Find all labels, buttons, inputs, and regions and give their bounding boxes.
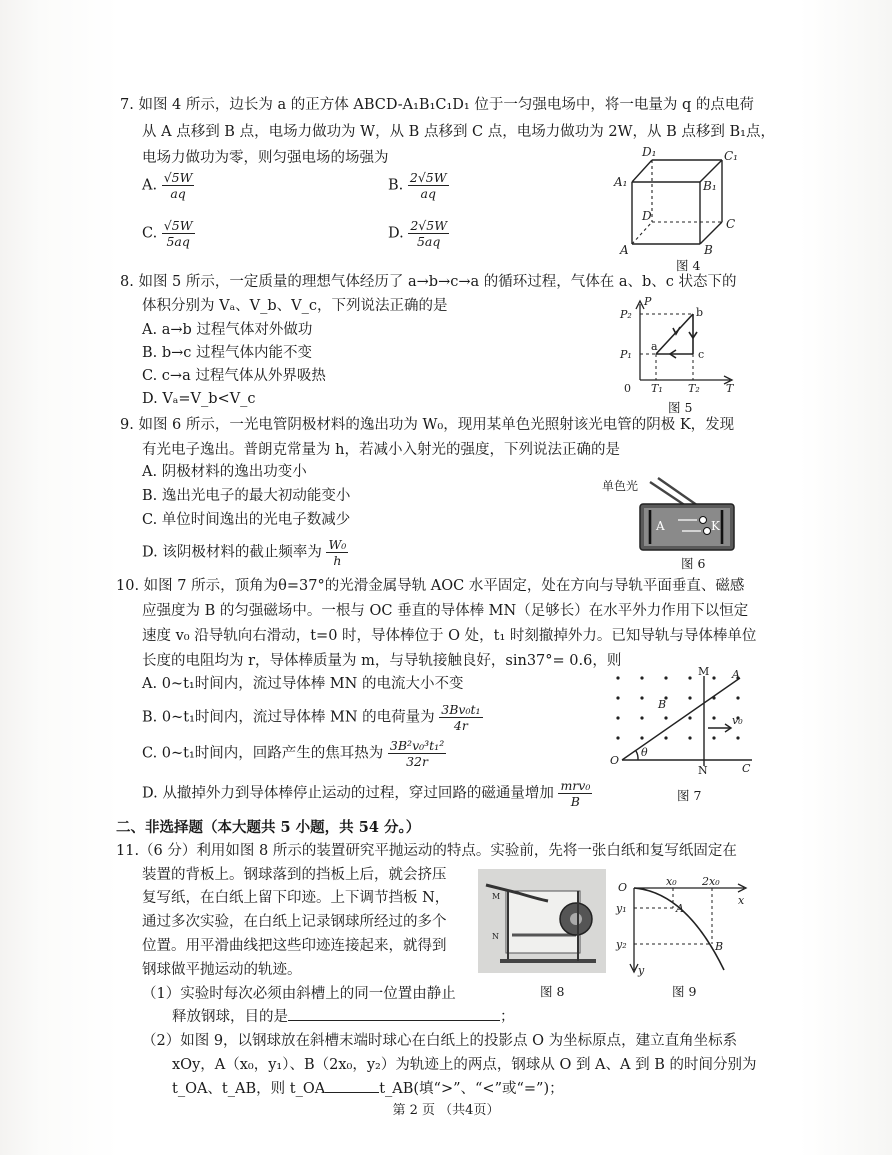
q9-option-d: D. 该阴极材料的截止频率为 $\frac{\text{W₀}}{h}$ [142, 537, 347, 568]
fig5-c: c [698, 348, 705, 361]
q9-option-b: B. 逸出光电子的最大初动能变小 [142, 488, 351, 504]
field-dot [616, 696, 619, 699]
label-d: D [642, 209, 652, 223]
fig9-x0: x₀ [666, 875, 677, 888]
fig9-y1: y₁ [616, 902, 627, 915]
field-dot [736, 696, 739, 699]
fig9-a: A [676, 902, 684, 915]
fig5-t2: T₂ [688, 382, 700, 395]
fig9-2x0: 2x₀ [702, 875, 720, 888]
q10-line2: 应强度为 B 的匀强磁场中。一根与 OC 垂直的导体棒 MN（足够长）在水平外力作用下以恒定 [142, 603, 749, 619]
field-dot [688, 676, 691, 679]
page-footer: 第 2 页 （共4页） [392, 1103, 500, 1118]
figure-8-apparatus [478, 869, 606, 973]
fig5-t: T [726, 382, 734, 395]
q9-line2: 有光电子逸出。普朗克常量为 h，若减小入射光的强度，下列说法正确的是 [142, 442, 620, 458]
field-dot [640, 676, 643, 679]
fig9-y: y [638, 964, 645, 977]
q11-sub2c: t_OA、t_AB，则 t_OA t_AB(填“>”、“<”或“=”)； [172, 1078, 564, 1099]
figure-9-caption: 图 9 [672, 984, 697, 999]
figure-4-cube [612, 146, 762, 272]
q11-sub2b: xOy，A（x₀，y₁）、B（2x₀，y₂）为轨迹上的两点，钢球从 O 到 A、A 到 B 的时间分别为 [172, 1057, 757, 1073]
fig5-t1: T₁ [651, 382, 663, 395]
field-dot [664, 736, 667, 739]
q10-line3: 速度 v₀ 沿导轨向右滑动，t=0 时，导体棒位于 O 处，t₁ 时刻撤掉外力。已知导轨与导体棒单位 [142, 628, 757, 644]
q11-sub2a: （2）如图 9，以钢球放在斜槽末端时球心在白纸上的投影点 O 为坐标原点，建立直角坐标系 [142, 1033, 738, 1049]
q8-option-d: D. Vₐ=V_b<V_c [142, 391, 256, 407]
field-dot [640, 716, 643, 719]
q7-option-b: B. $\frac{2√5W}{aq}$ [388, 170, 447, 201]
fig5-b: b [696, 306, 704, 319]
q11-line3: 复写纸，在白纸上留下印迹。上下调节挡板 N， [142, 890, 450, 906]
q10-option-d: D. 从撤掉外力到导体棒停止运动的过程，穿过回路的磁通量增加 $\frac{\text{mrv₀}}{B}$ [142, 778, 591, 809]
q7-line2: 从 A 点移到 B 点，电场力做功为 W，从 B 点移到 C 点，电场力做功为 2W，从 B 点移到 B₁点， [142, 124, 775, 140]
q7-option-c: C. $\frac{√5W}{5aq}$ [142, 218, 193, 249]
q8-line1: 8. 如图 5 所示，一定质量的理想气体经历了 a→b→c→a 的循环过程，气体在 a、b、c 状态下的 [120, 274, 737, 290]
field-dot [616, 716, 619, 719]
q11-sub1b: 释放钢球，目的是 ； [172, 1006, 515, 1027]
fig5-a: a [651, 340, 658, 353]
label-b1: B₁ [703, 179, 717, 193]
q11-line1: 11.（6 分）利用如图 8 所示的装置研究平抛运动的特点。实验前，先将一张白纸和复写纸固定在 [116, 843, 737, 859]
figure-6-caption: 图 6 [681, 556, 706, 571]
label-c: C [726, 217, 736, 231]
field-dot [712, 716, 715, 719]
fig7-a: A [732, 668, 740, 681]
q8-option-b: B. b→c 过程气体内能不变 [142, 345, 313, 361]
fig7-m: M [698, 666, 710, 678]
q9-option-a: A. 阴极材料的逸出功变小 [142, 464, 307, 480]
figure-7-caption: 图 7 [677, 788, 702, 803]
field-dot [688, 696, 691, 699]
fig9-y2: y₂ [616, 938, 627, 951]
fig9-x: x [738, 894, 745, 907]
q10-option-a: A. 0~t₁时间内，流过导体棒 MN 的电流大小不变 [142, 676, 464, 692]
fig5-origin: 0 [624, 382, 631, 395]
q11-line4: 通过多次实验，在白纸上记录钢球所经过的多个 [142, 914, 447, 930]
field-dot [664, 716, 667, 719]
q7-line3: 电场力做功为零，则匀强电场的场强为 [142, 150, 389, 166]
q11-line2: 装置的背板上。钢球落到的挡板上后，就会挤压 [142, 867, 447, 883]
figure-4-caption: 图 4 [676, 258, 701, 273]
figure-9-trajectory [612, 874, 752, 978]
fig7-c: C [742, 762, 751, 775]
q10-option-b: B. 0~t₁时间内，流过导体棒 MN 的电荷量为 $\frac{\text{3Bv₀t₁}}{4r}$ [142, 702, 481, 733]
figure-7-rails [604, 666, 756, 782]
fig7-b: B [658, 698, 667, 711]
q9-option-c: C. 单位时间逸出的光电子数减少 [142, 512, 351, 528]
answer-blank-1[interactable] [288, 1006, 500, 1021]
figure-6-phototube [598, 470, 740, 554]
field-dot [712, 676, 715, 679]
q8-line2: 体积分别为 Vₐ、V_b、V_c，下列说法正确的是 [142, 298, 448, 314]
fig7-v0: v₀ [732, 714, 743, 727]
fig9-o: O [618, 881, 628, 894]
magnetic-field-dots [616, 676, 739, 739]
fig6-cathode: K [711, 519, 720, 533]
fig7-n: N [698, 764, 708, 777]
fig7-theta: θ [641, 746, 648, 759]
label-a: A [620, 243, 629, 257]
field-dot [664, 676, 667, 679]
q10-line1: 10. 如图 7 所示，顶角为θ=37°的光滑金属导轨 AOC 水平固定，处在方向与导轨平面垂直、磁感 [116, 578, 745, 594]
field-dot [616, 736, 619, 739]
field-dot [688, 736, 691, 739]
fig5-p2: P₂ [620, 308, 632, 321]
figure-5-caption: 图 5 [668, 400, 693, 415]
figure-5-pt-diagram [618, 296, 740, 396]
q7-option-d: D. $\frac{2√5W}{5aq}$ [388, 218, 448, 249]
section-2-title: 二、非选择题（本大题共 5 小题，共 54 分。） [116, 819, 421, 836]
field-dot [712, 736, 715, 739]
q8-option-c: C. c→a 过程气体从外界吸热 [142, 368, 326, 384]
figure-8-caption: 图 8 [540, 984, 565, 999]
q7-line1: 7. 如图 4 所示，边长为 a 的正方体 ABCD-A₁B₁C₁D₁ 位于一匀强电场中，将一电量为 q 的点电荷 [120, 97, 754, 113]
fig6-anode: A [656, 519, 665, 533]
fig5-p: P [644, 296, 652, 308]
fig5-p1: P₁ [620, 348, 632, 361]
field-dot [688, 716, 691, 719]
fig8-n: N [492, 932, 499, 941]
answer-blank-2[interactable] [325, 1078, 379, 1093]
label-a1: A₁ [614, 175, 628, 189]
field-dot [616, 676, 619, 679]
fig6-light-label: 单色光 [602, 479, 639, 493]
fig8-m: M [492, 892, 501, 901]
label-c1: C₁ [724, 149, 738, 163]
q11-line6: 钢球做平抛运动的轨迹。 [142, 962, 302, 978]
label-d1: D₁ [642, 146, 657, 159]
q10-option-c: C. 0~t₁时间内，回路产生的焦耳热为 $\frac{\text{3B²v₀³t₁²}}{32r}$ [142, 738, 445, 769]
fig7-o: O [610, 754, 620, 767]
field-dot [736, 736, 739, 739]
q7-option-a: A. $\frac{√5W}{aq}$ [142, 170, 193, 201]
q9-line1: 9. 如图 6 所示，一光电管阴极材料的逸出功为 W₀，现用某单色光照射该光电管的阴极 K，发现 [120, 417, 735, 433]
q10-line4: 长度的电阻均为 r，导体棒质量为 m，与导轨接触良好，sin37°= 0.6，则 [142, 653, 622, 669]
field-dot [640, 736, 643, 739]
q11-line5: 位置。用平滑曲线把这些印迹连接起来，就得到 [142, 938, 447, 954]
q8-option-a: A. a→b 过程气体对外做功 [142, 322, 313, 338]
field-dot [640, 696, 643, 699]
q11-sub1a: （1）实验时每次必须由斜槽上的同一位置由静止 [142, 986, 456, 1002]
fig9-b: B [715, 940, 724, 953]
label-b: B [704, 243, 713, 257]
